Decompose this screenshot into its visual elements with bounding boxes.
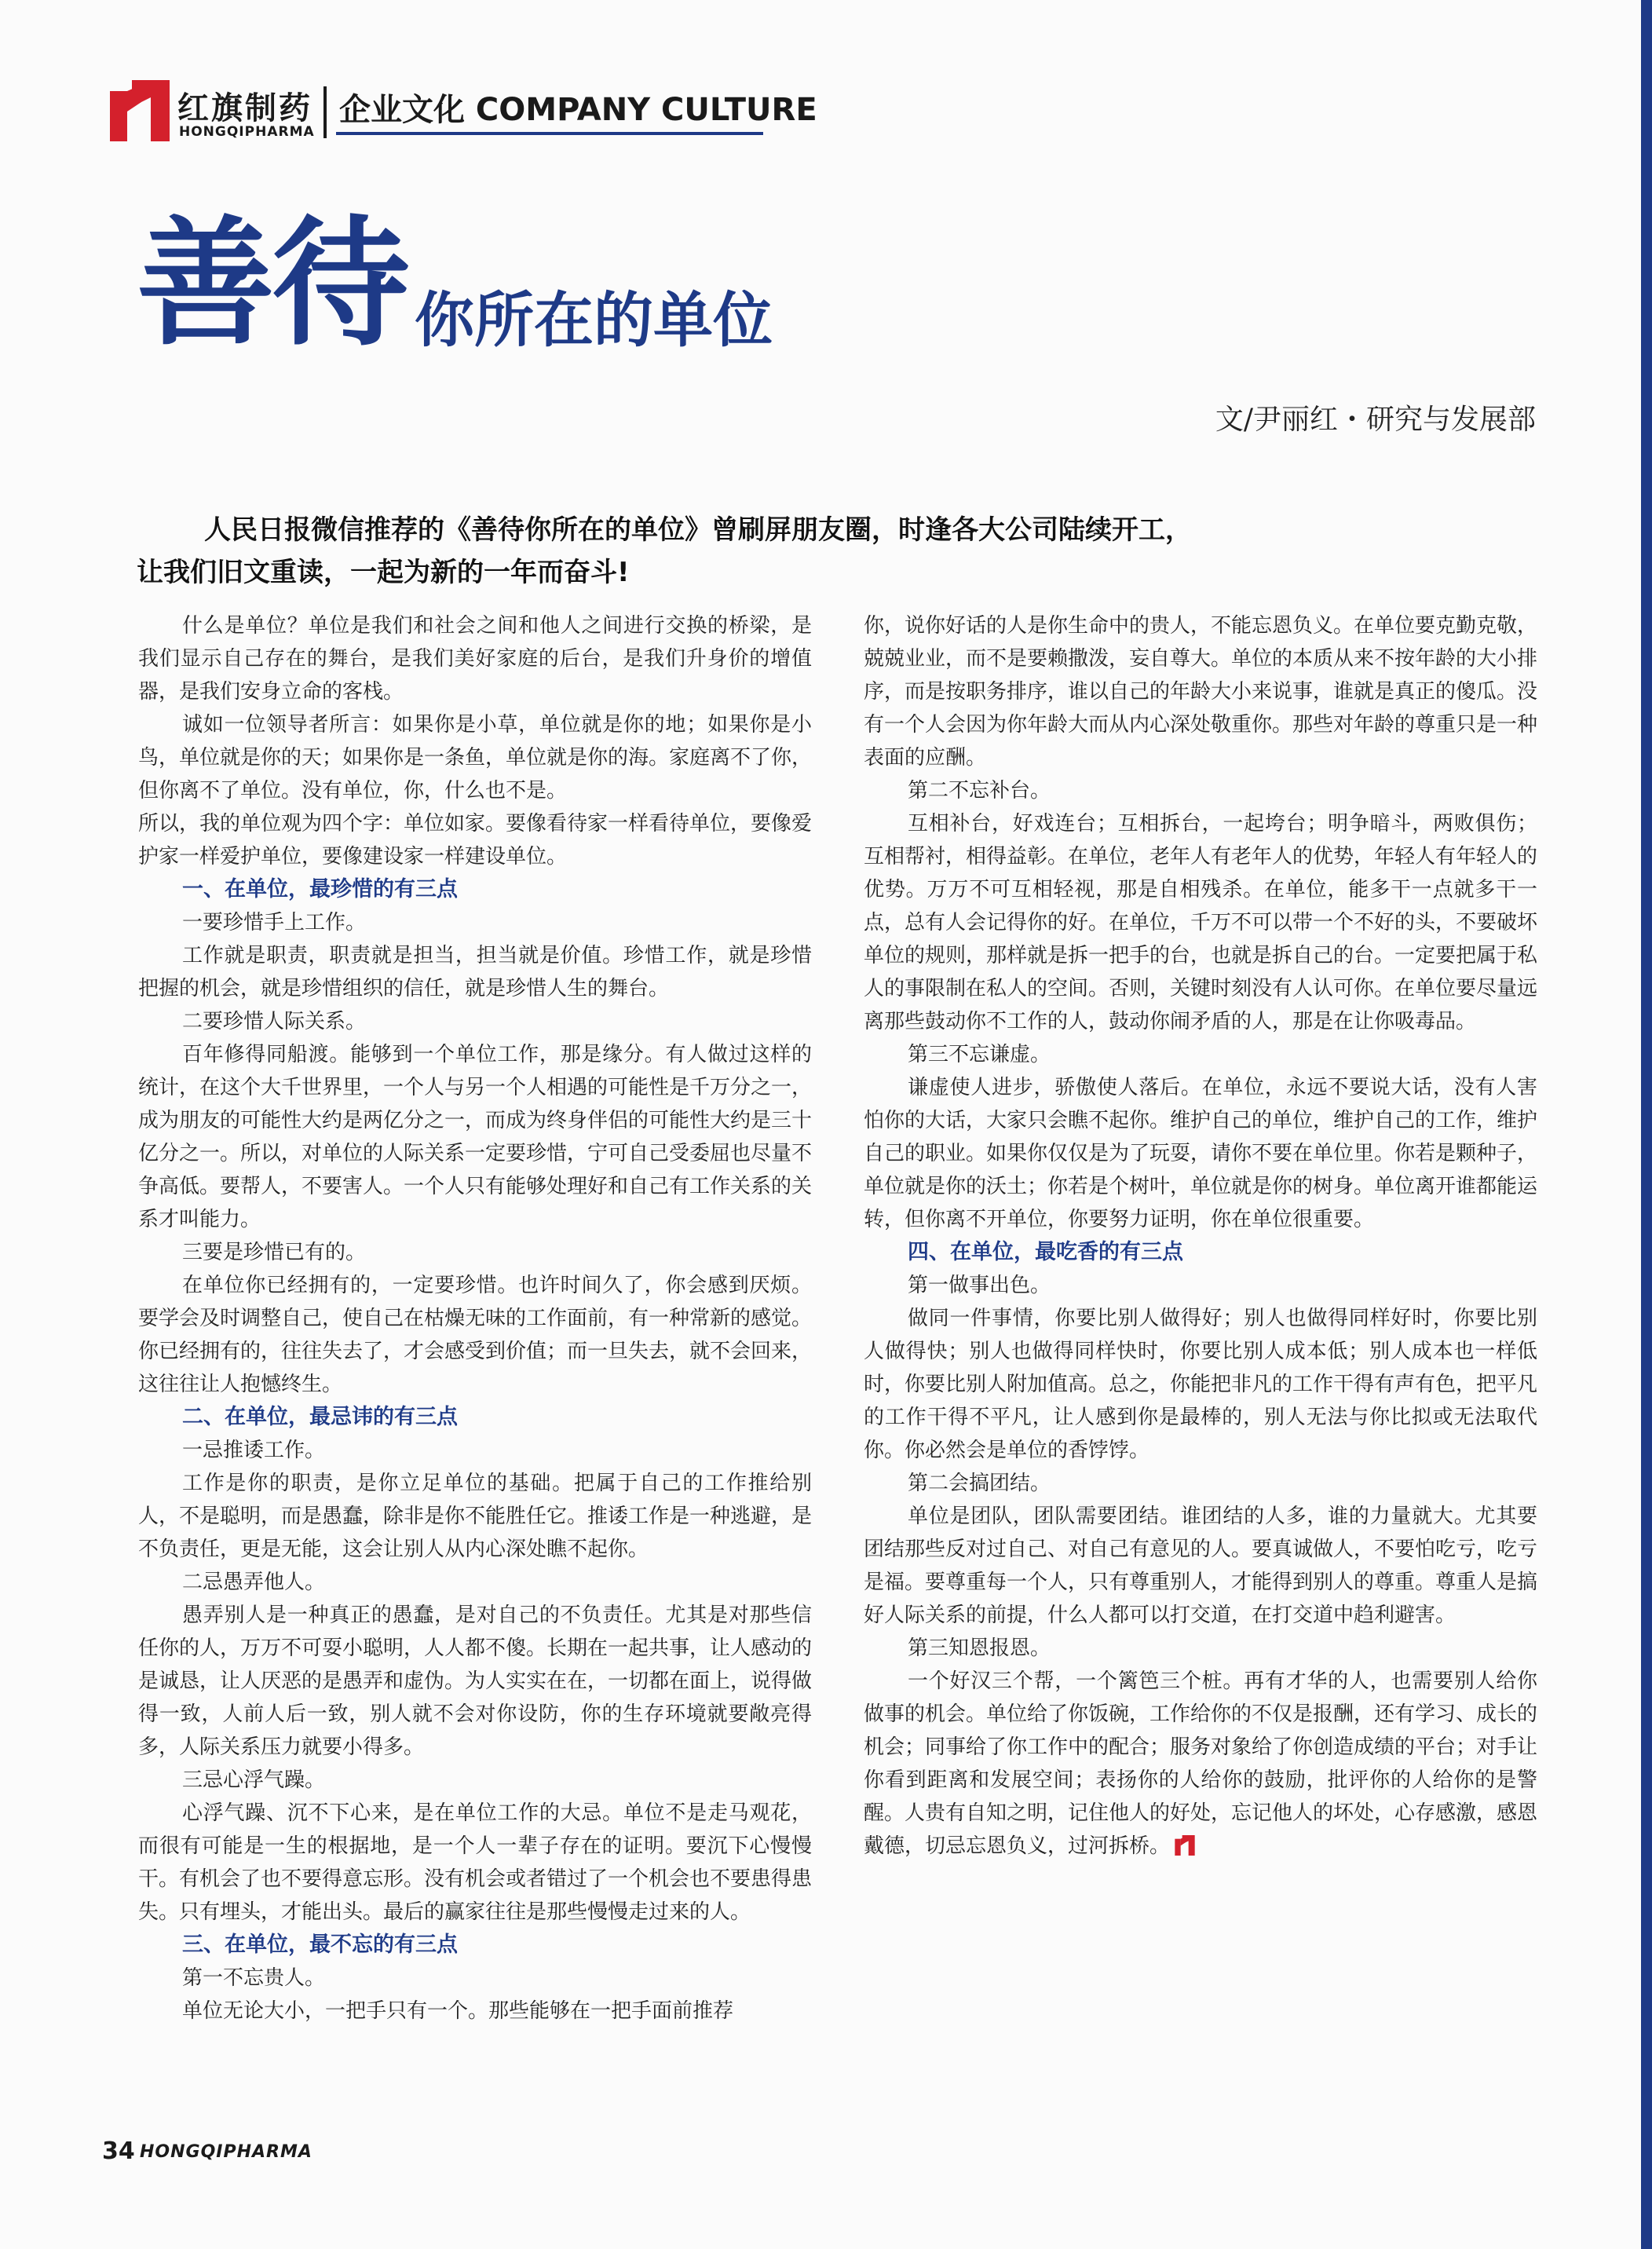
paragraph xyxy=(138,906,812,939)
paragraph xyxy=(138,1599,812,1764)
paragraph xyxy=(138,1467,812,1566)
paragraph xyxy=(864,609,1537,774)
lead-line-2: 让我们旧文重读，一起为新的一年而奋斗! xyxy=(137,557,630,588)
paragraph-text: 一忌推诿工作。 xyxy=(182,1439,326,1462)
article-title-sub: 你所在的单位 xyxy=(415,285,773,355)
paragraph-text: 什么是单位？单位是我们和社会之间和他人之间进行交换的桥梁，是我们显示自己存在的舞台，是我们美好家庭的后台，是我们升身价的增值器，是我们安身立命的客栈。 xyxy=(138,614,812,704)
paragraph xyxy=(138,708,812,807)
paragraph xyxy=(138,1764,812,1797)
paragraph-text: 所以，我的单位观为四个字：单位如家。要像看待家一样看待单位，要像爱护家一样爱护单位，要像建设家一样建设单位。 xyxy=(138,812,813,869)
paragraph-text: 谦虚使人进步，骄傲使人落后。在单位，永远不要说大话，没有人害怕你的大话，大家只会瞧不起你。维护自己的单位，维护自己的工作，维护自己的职业。如果你仅仅是为了玩耍，请你不要在单位里。你若是颗种子，单位就是你的沃土；你若是个树叶，单位就是你的树身。单位离开谁都能运转，但你离不开单位，你要努力证明，你在单位很重要。 xyxy=(864,1076,1538,1231)
section-heading xyxy=(138,1401,812,1434)
paragraph-text: 三、在单位，最不忘的有三点 xyxy=(182,1933,458,1957)
section-title: 企业文化 COMPANY CULTURE xyxy=(339,92,817,128)
paragraph xyxy=(138,1566,812,1599)
paragraph xyxy=(138,1434,812,1467)
section-heading xyxy=(864,1236,1537,1269)
paragraph-text: 工作是你的职责，是你立足单位的基础。把属于自己的工作推给别人，不是聪明，而是愚蠢，除非是你不能胜任它。推诿工作是一种逃避，是不负责任，更是无能，这会让别人从内心深处瞧不起你。 xyxy=(138,1472,813,1561)
article-lead xyxy=(137,509,1519,594)
paragraph-text: 单位无论大小，一把手只有一个。那些能够在一把手面前推荐 xyxy=(182,1999,734,2023)
paragraph-text: 四、在单位，最吃香的有三点 xyxy=(908,1240,1183,1264)
paragraph xyxy=(138,609,812,708)
end-mark-icon xyxy=(1173,1835,1197,1856)
paragraph xyxy=(864,1500,1537,1632)
paragraph xyxy=(138,1962,812,1995)
section-heading xyxy=(138,873,812,906)
paragraph-text: 第二会搞团结。 xyxy=(908,1472,1051,1495)
page-number: 34 xyxy=(102,2137,135,2165)
paragraph-text: 一个好汉三个帮，一个篱笆三个桩。再有才华的人，也需要别人给你做事的机会。单位给了你饭碗，工作给你的不仅是报酬，还有学习、成长的机会；同事给了你工作中的配合；服务对象给了你创造成绩的平台；对手让你看到距离和发展空间；表扬你的人给你的鼓励，批评你的人给你的是警醒。人贵有自知之明，记住他人的好处，忘记他人的坏处，心存感激，感恩戴德，切忌忘恩负义，过河拆桥。 xyxy=(864,1669,1538,1858)
paragraph-text: 心浮气躁、沉不下心来，是在单位工作的大忌。单位不是走马观花，而很有可能是一生的根据地，是一个人一辈子存在的证明。要沉下心慢慢干。有机会了也不要得意忘形。没有机会或者错过了一个机会也不要患得患失。只有埋头，才能出头。最后的赢家往往是那些慢慢走过来的人。 xyxy=(138,1801,813,1924)
brand-name-en: HONGQIPHARMA xyxy=(179,124,315,140)
section-underline xyxy=(336,132,763,135)
paragraph-text: 二、在单位，最忌讳的有三点 xyxy=(182,1405,458,1429)
paragraph xyxy=(138,1797,812,1929)
paragraph-text: 第一做事出色。 xyxy=(908,1274,1051,1297)
paragraph-text: 百年修得同船渡。能够到一个单位工作，那是缘分。有人做过这样的统计，在这个大千世界里，一个人与另一个人相遇的可能性是千万分之一，成为朋友的可能性大约是两亿分之一，而成为终身伴侣的可能性大约是三十亿分之一。所以，对单位的人际关系一定要珍惜，宁可自己受委屈也尽量不争高低。要帮人，不要害人。一个人只有能够处理好和自己有工作关系的关系才叫能力。 xyxy=(138,1043,813,1231)
paragraph xyxy=(864,1467,1537,1500)
paragraph xyxy=(138,1038,812,1236)
article-title-main: 善待 xyxy=(137,203,408,364)
paragraph-text: 二忌愚弄他人。 xyxy=(182,1571,326,1594)
right-column xyxy=(864,609,1537,1863)
paragraph-text: 做同一件事情，你要比别人做得好；别人也做得同样好时，你要比别人做得快；别人也做得同样快时，你要比别人成本低；别人成本也一样低时，你要比别人附加值高。总之，你能把非凡的工作干得有声有色，把平凡的工作干得不平凡，让人感到你是最棒的，别人无法与你比拟或无法取代你。你必然会是单位的香饽饽。 xyxy=(864,1307,1538,1462)
left-column xyxy=(138,609,812,2028)
paragraph xyxy=(138,1236,812,1269)
paragraph-text: 第二不忘补台。 xyxy=(908,779,1051,803)
paragraph-text: 三要是珍惜已有的。 xyxy=(182,1241,367,1264)
lead-line-1: 人民日报微信推荐的《善待你所在的单位》曾刷屏朋友圈，时逢各大公司陆续开工， xyxy=(204,514,1192,546)
paragraph-text: 愚弄别人是一种真正的愚蠢，是对自己的不负责任。尤其是对那些信任你的人，万万不可耍小聪明，人人都不傻。长期在一起共事，让人感动的是诚恳，让人厌恶的是愚弄和虚伪。为人实实在在，一切都在面上，说得做得一致，人前人后一致，别人就不会对你设防，你的生存环境就要敞亮得多，人际关系压力就要小得多。 xyxy=(138,1604,813,1759)
paragraph xyxy=(138,1995,812,2028)
paragraph-text: 单位是团队，团队需要团结。谁团结的人多，谁的力量就大。尤其要团结那些反对过自己、对自己有意见的人。要真诚做人，不要怕吃亏，吃亏是福。要尊重每一个人，只有尊重别人，才能得到别人的尊重。尊重人是搞好人际关系的前提，什么人都可以打交道，在打交道中趋利避害。 xyxy=(864,1505,1538,1627)
paragraph xyxy=(864,1665,1537,1863)
article-author: 文/尹丽红・研究与发展部 xyxy=(1215,404,1536,436)
paragraph xyxy=(138,1005,812,1038)
paragraph xyxy=(864,774,1537,807)
paragraph xyxy=(864,1038,1537,1071)
footer-brand: HONGQIPHARMA xyxy=(140,2142,312,2162)
paragraph-text: 你，说你好话的人是你生命中的贵人，不能忘恩负义。在单位要克勤克敬，兢兢业业，而不是要赖撒泼，妄自尊大。单位的本质从来不按年龄的大小排序，而是按职务排序，谁以自己的年龄大小来说事，谁就是真正的傻瓜。没有一个人会因为你年龄大而从内心深处敬重你。那些对年龄的尊重只是一种表面的应酬。 xyxy=(864,614,1538,770)
paragraph-text: 第三不忘谦虚。 xyxy=(908,1043,1051,1066)
header-divider xyxy=(323,86,327,138)
paragraph-text: 互相补台，好戏连台；互相拆台，一起垮台；明争暗斗，两败俱伤；互相帮衬，相得益彰。在单位，老年人有老年人的优势，年轻人有年轻人的优势。万万不可互相轻视，那是自相残杀。在单位，能多干一点就多干一点，总有人会记得你的好。在单位，千万不可以带一个不好的头，不要破坏单位的规则，那样就是拆一把手的台，也就是拆自己的台。一定要把属于私人的事限制在私人的空间。否则，关键时刻没有人认可你。在单位要尽量远离那些鼓动你不工作的人，鼓动你闹矛盾的人，那是在让你吸毒品。 xyxy=(864,812,1538,1033)
paragraph-text: 三忌心浮气躁。 xyxy=(182,1768,326,1792)
paragraph-text: 一、在单位，最珍惜的有三点 xyxy=(182,877,458,901)
paragraph-text: 第三知恩报恩。 xyxy=(908,1636,1051,1660)
paragraph-text: 诚如一位领导者所言：如果你是小草，单位就是你的地；如果你是小鸟，单位就是你的天；如果你是一条鱼，单位就是你的海。家庭离不了你，但你离不了单位。没有单位，你，什么也不是。 xyxy=(138,713,813,803)
paragraph xyxy=(864,1071,1537,1236)
paragraph-text: 二要珍惜人际关系。 xyxy=(182,1010,367,1033)
page-spine-bar xyxy=(1641,0,1652,2249)
section-heading xyxy=(138,1929,812,1962)
paragraph-text: 工作就是职责，职责就是担当，担当就是价值。珍惜工作，就是珍惜把握的机会，就是珍惜组织的信任，就是珍惜人生的舞台。 xyxy=(138,944,812,1000)
paragraph-text: 在单位你已经拥有的，一定要珍惜。也许时间久了，你会感到厌烦。要学会及时调整自己，使自己在枯燥无味的工作面前，有一种常新的感觉。你已经拥有的，往往失去了，才会感受到价值；而一旦失去，就不会回来，这往往让人抱憾终生。 xyxy=(138,1274,813,1396)
paragraph xyxy=(864,1269,1537,1302)
hongqi-logo-icon xyxy=(110,80,170,141)
paragraph xyxy=(864,1632,1537,1665)
paragraph xyxy=(138,807,812,873)
paragraph xyxy=(138,939,812,1005)
paragraph xyxy=(864,1302,1537,1467)
paragraph-text: 第一不忘贵人。 xyxy=(182,1966,326,1990)
brand-name-cn: 红旗制药 xyxy=(177,90,312,126)
paragraph-text: 一要珍惜手上工作。 xyxy=(182,911,367,934)
paragraph xyxy=(864,807,1537,1038)
paragraph xyxy=(138,1269,812,1401)
